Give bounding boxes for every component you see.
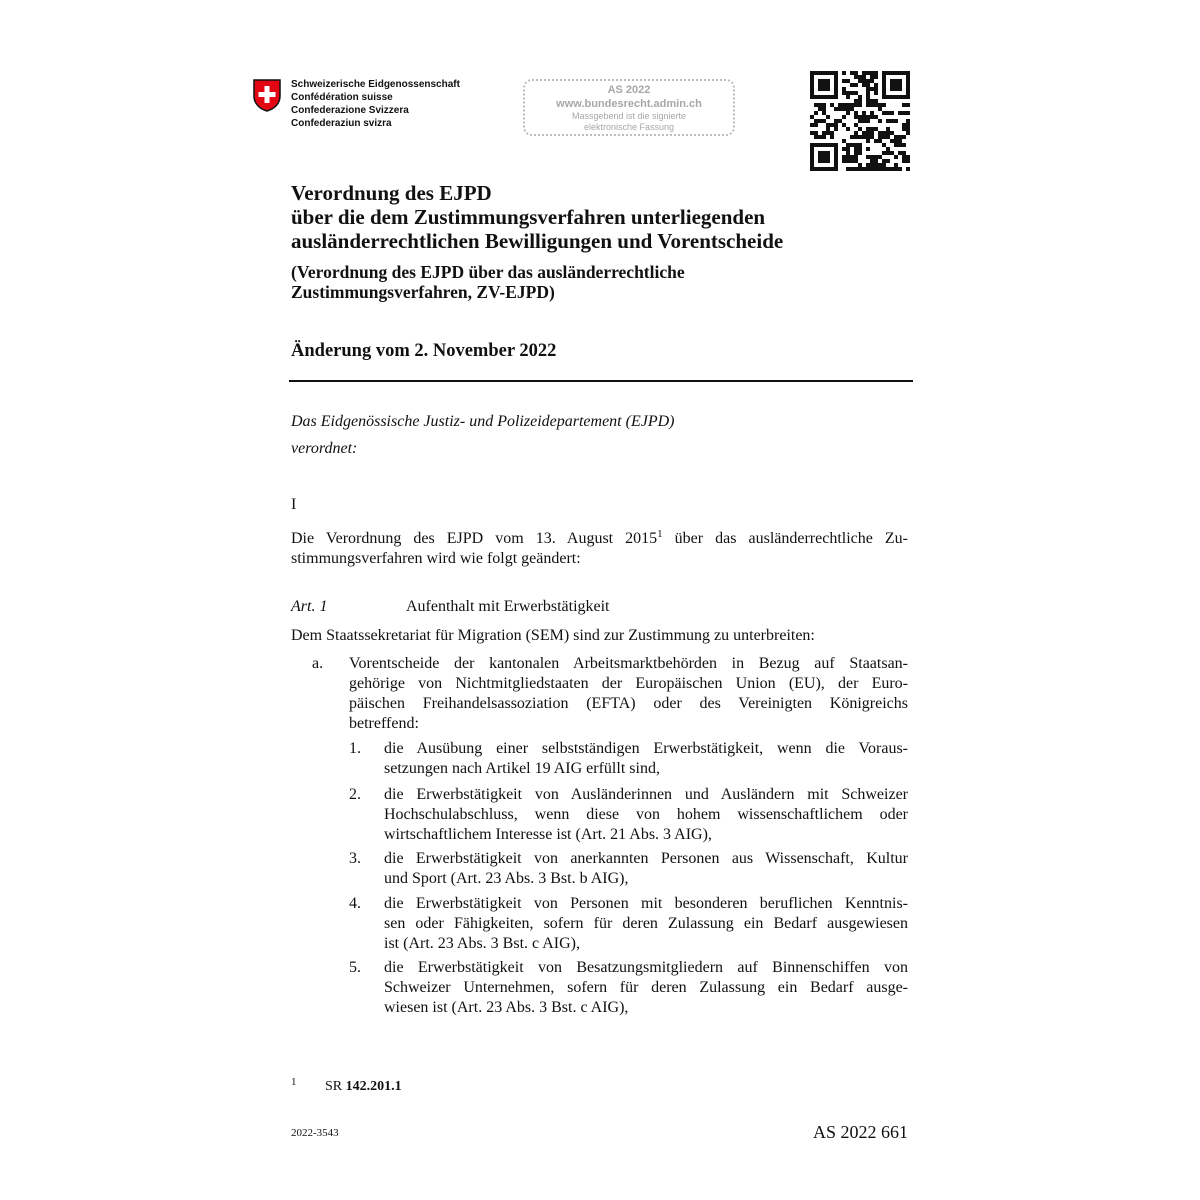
intro-line: stimmungsverfahren wird wie folgt geändert: [291,550,581,567]
article-number: Art. 1 [291,598,328,615]
sublist-item [384,739,908,779]
title-line: Verordnung des EJPD [291,181,492,205]
sublist-item [384,894,908,954]
sublist-line: Schweizer Unternehmen, sofern für deren Zulassung ein Bedarf ausge- [384,979,908,996]
footnote-reference[interactable]: 1 [657,528,663,540]
footnote-text: SR 142.201.1 [325,1079,402,1094]
intro-paragraph [291,529,908,569]
sublist-line: die Erwerbstätigkeit von Personen mit besonderen beruflichen Kenntnis- [384,895,908,912]
sublist-line: die Erwerbstätigkeit von anerkannten Personen aus Wissenschaft, Kultur [384,850,908,867]
list-item-line: betreffend: [349,715,419,732]
article-lead: Dem Staatssekretariat für Migration (SEM) sind zur Zustimmung zu unterbreiten: [291,627,815,644]
preamble-verb: verordnet: [291,440,358,457]
footnote-mark: 1 [291,1076,297,1088]
sublist-line: wirtschaftlichem Interesse ist (Art. 21 Abs. 3 AIG), [384,826,712,843]
list-item-line: Vorentscheide der kantonalen Arbeitsmarktbehörden in Bezug auf Staatsan- [349,655,908,672]
sublist-line: die Erwerbstätigkeit von Besatzungsmitgliedern auf Binnenschiffen von [384,959,908,976]
official-publication-stamp [523,79,735,136]
sublist-label: 2. [349,786,361,803]
preamble-authority: Das Eidgenössische Justiz- und Polizeidepartement (EJPD) [291,413,675,430]
qr-code-icon [810,71,910,171]
article-title: Aufenthalt mit Erwerbstätigkeit [406,598,610,615]
confederation-names [291,78,460,130]
short-title-line: Zustimmungsverfahren, ZV-EJPD) [291,282,555,302]
title-divider [289,380,913,382]
document-title [291,181,931,253]
list-label: a. [312,655,324,672]
sublist-line: sen oder Fähigkeiten, sofern für deren Zulassung ein Bedarf ausgewiesen [384,915,908,932]
confederation-name-it: Confederazione Svizzera [291,105,409,116]
sublist-item [384,849,908,889]
list-item-line: päischen Freihandelsassoziation (EFTA) oder des Vereinigten Königreichs [349,695,908,712]
sublist-line: Hochschulabschluss, wenn diese von hohem wissenschaftlichem oder [384,806,908,823]
sublist-item [384,958,908,1018]
sublist-line: wiesen ist (Art. 23 Abs. 3 Bst. c AIG), [384,999,629,1016]
sublist-line: und Sport (Art. 23 Abs. 3 Bst. b AIG), [384,870,629,887]
sublist-label: 4. [349,895,361,912]
section-number: I [291,496,297,513]
sublist-line: die Ausübung einer selbstständigen Erwerbstätigkeit, wenn die Voraus- [384,740,908,757]
stamp-note-line1: Massgebend ist die signierte [571,111,687,121]
list-item-a [349,654,908,734]
stamp-note-line2: elektronische Fassung [583,122,675,132]
title-line: ausländerrechtlichen Bewilligungen und Vorentscheide [291,229,784,253]
confederation-name-rm: Confederaziun svizra [291,118,392,129]
sublist-label: 3. [349,850,361,867]
document-id: 2022-3543 [291,1127,339,1139]
confederation-name-fr: Confédération suisse [291,92,393,103]
intro-line: Die Verordnung des EJPD vom 13. August 2015$^1$ über das ausländerrechtliche Zu- [291,528,908,547]
footnote-sr-number[interactable]: 142.201.1 [345,1079,402,1094]
confederation-name-de: Schweizerische Eidgenossenschaft [291,79,460,90]
title-line: über die dem Zustimmungsverfahren unterliegenden [291,205,766,229]
sublist-line: setzungen nach Artikel 19 AIG erfüllt sind, [384,760,660,777]
stamp-website[interactable]: www.bundesrecht.admin.ch [556,98,702,110]
stamp-as-number: AS 2022 [607,84,651,96]
short-title [291,262,931,302]
sublist-label: 5. [349,959,361,976]
short-title-line: (Verordnung des EJPD über das ausländerrechtliche [291,262,685,282]
article-heading [291,597,610,617]
sublist-line: die Erwerbstätigkeit von Ausländerinnen und Ausländern mit Schweizer [384,786,908,803]
official-collection-reference: AS 2022 661 [812,1122,908,1142]
sublist-line: ist (Art. 23 Abs. 3 Bst. c AIG), [384,935,580,952]
list-item-line: gehörige von Nichtmitgliedstaaten der Europäischen Union (EU), der Euro- [349,675,908,692]
sublist-item [384,785,908,845]
amendment-date: Änderung vom 2. November 2022 [291,341,557,361]
swiss-cross-icon [252,78,282,112]
sublist-label: 1. [349,740,361,757]
